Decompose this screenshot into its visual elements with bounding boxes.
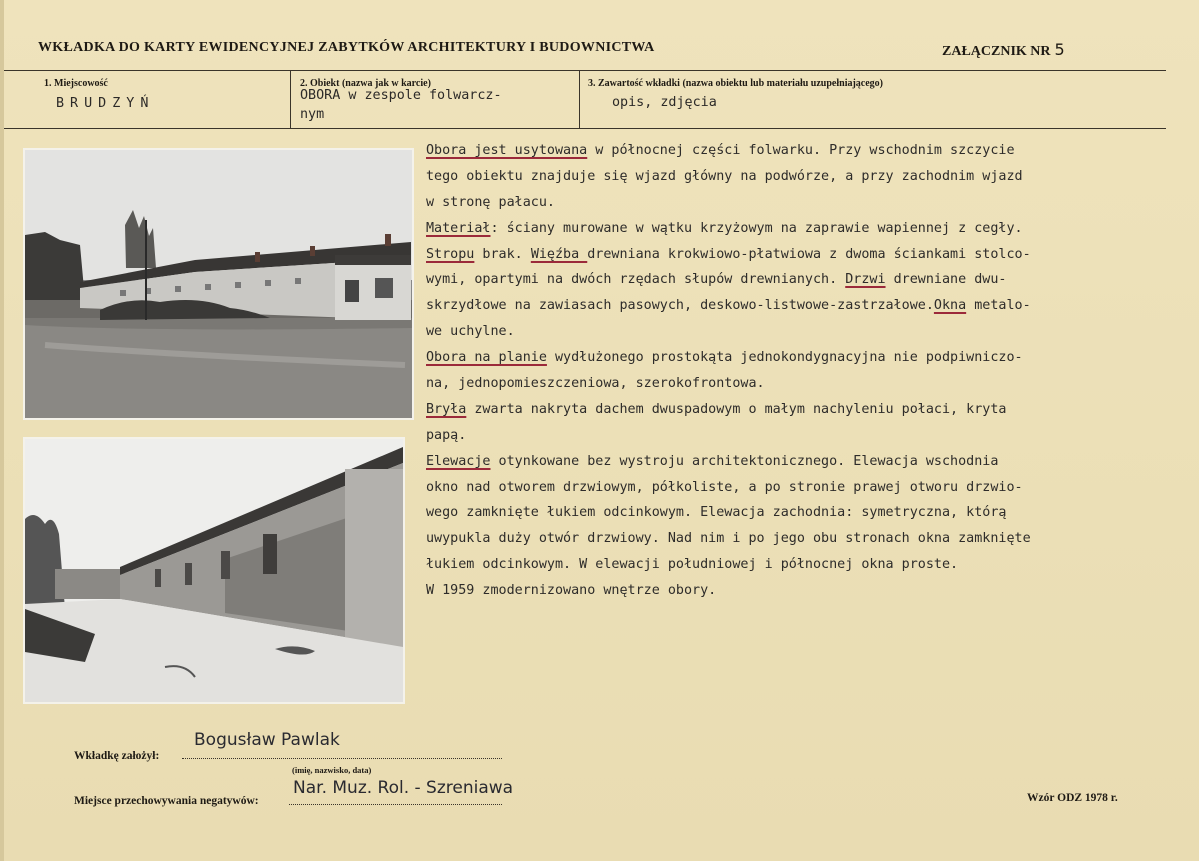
founded-signature: Bogusław Pawlak — [194, 730, 340, 750]
form-title: WKŁADKA DO KARTY EWIDENCYJNEJ ZABYTKÓW ARCHITEKTURY I BUDOWNICTWA — [38, 40, 655, 55]
description-text — [426, 138, 1199, 604]
contents-value: opis, zdjęcia — [612, 95, 717, 110]
description-line — [426, 164, 1199, 190]
description-fragment: W 1959 zmodernizowano wnętrze obory. — [426, 583, 717, 599]
key-term: Materiał — [426, 220, 491, 236]
description-fragment: otynkowane bez wystroju architektonicznego. Elewacja wschodnia — [490, 453, 999, 469]
template-version: Wzór ODZ 1978 r. — [1027, 792, 1118, 804]
description-fragment: papą. — [426, 427, 467, 443]
key-term: Drzwi — [845, 272, 886, 288]
founded-hint: (imię, nazwisko, data) — [292, 765, 372, 775]
description-line — [426, 293, 1199, 319]
description-fragment: brak. — [474, 246, 531, 262]
description-line — [426, 423, 1199, 449]
key-term: Więźba — [530, 246, 588, 262]
description-fragment: wymi, opartymi na dwóch rzędach słupów drewnianych. — [426, 272, 846, 288]
key-term: Okna — [933, 298, 967, 314]
description-fragment: skrzydłowe na zawiasach pasowych, deskowo-listwowe-zastrzałowe. — [426, 298, 934, 314]
key-term: Stropu — [426, 246, 475, 262]
founded-line — [182, 758, 502, 759]
field-divider-1 — [290, 70, 291, 128]
description-fragment: wego zamknięte łukiem odcinkowym. Elewacja zachodnia: symetryczna, którą — [426, 505, 1007, 521]
description-fragment: zwarta nakryta dachem dwuspadowym o małym nachyleniu połaci, kryta — [466, 401, 1007, 417]
object-label: 2. Obiekt (nazwa jak w karcie) — [300, 78, 431, 89]
place-value: BRUDZYŃ — [56, 96, 155, 111]
place-label: 1. Miejscowość — [44, 78, 108, 89]
description-line — [426, 552, 1199, 578]
key-term: Bryła — [426, 401, 467, 417]
description-line — [426, 500, 1199, 526]
description-line — [426, 242, 1199, 268]
description-fragment: tego obiektu znajduje się wjazd główny na podwórze, a przy zachodnim wjazd — [426, 168, 1023, 184]
description-fragment: uwypukla duży otwór drzwiowy. Nad nim i po jego obu stronach okna zamknięte — [426, 531, 1031, 547]
description-line — [426, 319, 1199, 345]
description-line — [426, 216, 1199, 242]
founded-label: Wkładkę założył: — [74, 750, 160, 762]
key-term: Obora na planie — [426, 350, 547, 366]
description-line — [426, 267, 1199, 293]
description-line — [426, 526, 1199, 552]
description-fragment: w północnej części folwarku. Przy wschodnim szczycie — [587, 143, 1015, 158]
header-rule-top — [4, 70, 1166, 71]
negatives-value: Nar. Muz. Rol. - Szreniawa — [293, 778, 514, 798]
description-fragment: w stronę pałacu. — [426, 194, 555, 210]
description-line — [426, 578, 1199, 604]
object-value-line1: OBORA w zespole folwarcz- — [300, 88, 502, 103]
description-fragment: okno nad otworem drzwiowym, półkoliste, a po stronie prawej otworu drzwio- — [426, 479, 1023, 495]
description-fragment: : ściany murowane w wątku krzyżowym na zaprawie wapiennej z cegły. — [490, 220, 1023, 236]
description-line — [426, 371, 1199, 397]
negatives-label: Miejsce przechowywania negatywów: — [74, 795, 259, 807]
description-fragment: drewniane dwu- — [885, 272, 1007, 288]
description-line — [426, 345, 1199, 371]
key-term: Obora jest usytowana — [426, 143, 588, 158]
description-fragment: wydłużonego prostokąta jednokondygnacyjna nie podpiwniczo- — [546, 350, 1023, 366]
description-line — [426, 397, 1199, 423]
description-line — [426, 190, 1199, 216]
description-line — [426, 138, 1199, 164]
attachment-number: ZAŁĄCZNIK NR 5 — [942, 40, 1065, 59]
description-fragment: metalo- — [966, 298, 1031, 314]
description-fragment: we uchylne. — [426, 324, 515, 340]
negatives-line — [289, 804, 502, 805]
description-fragment: łukiem odcinkowym. W elewacji południowej i północnej okna proste. — [426, 557, 959, 573]
photo-building-distance — [23, 148, 414, 420]
contents-label: 3. Zawartość wkładki (nazwa obiektu lub materiału uzupełniającego) — [588, 78, 884, 89]
description-fragment: na, jednopomieszczeniowa, szerokofrontowa. — [426, 376, 765, 392]
description-fragment: drewniana krokwiowo-płatwiowa z dwoma ściankami stolco- — [587, 246, 1031, 262]
header-rule-bottom — [4, 128, 1166, 129]
object-value-line2: nym — [300, 107, 325, 122]
description-line — [426, 475, 1199, 501]
photo-building-wall — [23, 437, 405, 704]
field-divider-2 — [579, 70, 580, 128]
key-term: Elewacje — [426, 453, 491, 469]
description-line — [426, 449, 1199, 475]
